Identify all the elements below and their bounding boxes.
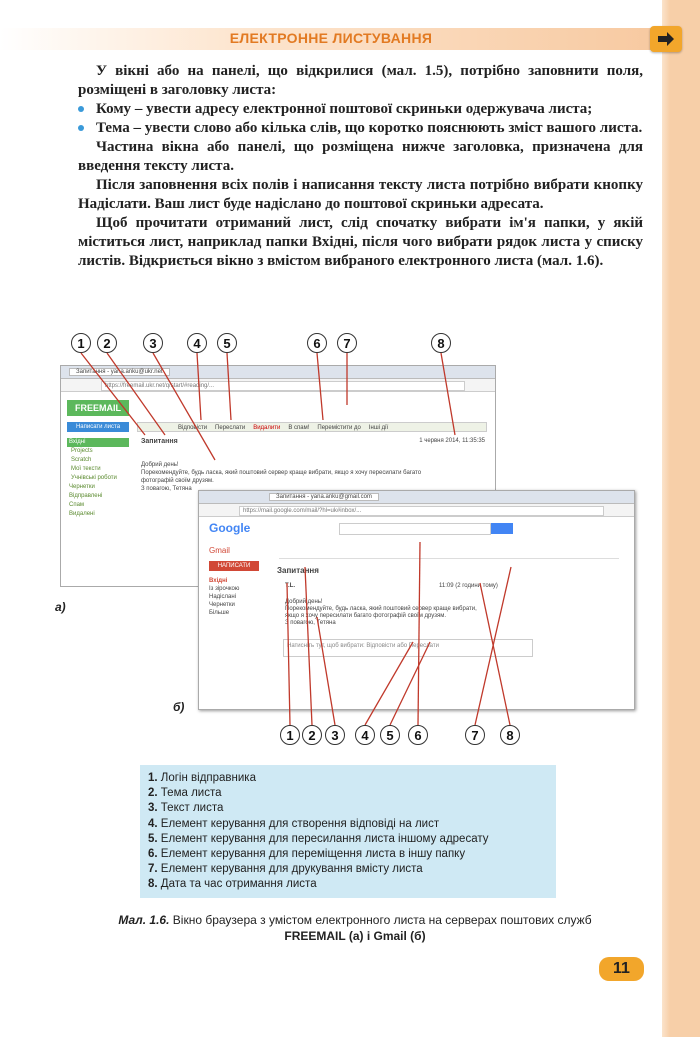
folder-item[interactable]: Вхідні [209,578,228,584]
figure-1-6 [55,325,645,745]
callout-bottom-2: 2 [302,725,322,745]
legend-item: 6. Елемент керування для переміщення листа в іншу папку [148,848,466,861]
legend-item: 7. Елемент керування для друкування вмісту листа [148,863,423,876]
callout-leader-lines [55,325,645,745]
gmail-compose-button[interactable]: НАПИСАТИ [209,561,259,571]
page-side-band [662,0,700,1037]
legend-item: 1. Логін відправника [148,772,256,784]
legend-item: 2. Тема листа [148,787,222,800]
page-number: 11 [599,957,644,981]
gmail-time: 11:09 (2 години тому) [439,583,498,589]
folder-item[interactable]: Учнівські роботи [71,475,117,481]
forward-button[interactable]: Переслати [215,425,246,431]
callout-bottom-4: 4 [355,725,375,745]
caption-line2: FREEMAIL (а) і Gmail (б) [284,929,426,943]
callout-top-8: 8 [431,333,451,353]
paragraph-3: Після заповнення всіх полів і написання тексту листа потрібно вибрати кнопку Надіслати. Ваш лист буде надіслано до поштової скриньки адресата. [78,177,643,212]
paragraph-2: Частина вікна або панелі, що розміщена нижче заголовка, призначена для введення тексту листа. [78,139,643,174]
paragraph-4: Щоб прочитати отриманий лист, слід спочатку вибрати ім'я папки, у якій міститься лист, наприклад папки Вхідні, після чого вибрати рядок листа у списку листів. Відкриється вікно з вмістом вибраного електронного листа (мал. 1.6). [78,215,643,269]
freemail-date: 1 червня 2014, 11:35:35 [419,438,485,444]
gmail-sender: T.L. [285,583,295,589]
body-line: З повагою, Тетяна [141,486,192,492]
callout-top-4: 4 [187,333,207,353]
callout-bottom-6: 6 [408,725,428,745]
body-text [78,62,643,271]
arrow-right-icon [657,32,675,46]
figure-caption [60,912,650,944]
caption-line1: Вікно браузера з умістом електронного листа на серверах поштових служб [169,913,592,927]
legend-item: 3. Текст листа [148,802,224,815]
gmail-tab[interactable]: Запитання - yana.anku@gmail.com [269,493,379,501]
callout-top-1: 1 [71,333,91,353]
figure-legend [140,765,556,898]
freemail-tab[interactable]: Запитання - yana.anku@ukr.net [69,368,170,376]
folder-item[interactable]: Вхідні [67,438,129,447]
callout-top-7: 7 [337,333,357,353]
folder-item[interactable]: Із зірочкою [209,586,240,592]
label-a: а) [55,600,66,614]
callout-bottom-8: 8 [500,725,520,745]
folder-item[interactable]: Чернетки [209,602,235,608]
label-b: б) [173,700,185,714]
folder-item[interactable]: Надіслані [209,594,236,600]
callout-bottom-1: 1 [280,725,300,745]
legend-item: 8. Дата та час отримання листа [148,878,317,891]
body-line: Порекомендуйте, будь ласка, який поштовий сервер краще вибрати, якщо я хочу пересилати багато фотографій своїм друзям. [285,606,477,619]
next-page-button[interactable] [650,26,682,52]
caption-label: Мал. 1.6. [118,913,170,927]
folder-item[interactable]: Відправлені [69,493,103,499]
callout-top-5: 5 [217,333,237,353]
folder-item[interactable]: Видалені [69,511,95,517]
callout-bottom-5: 5 [380,725,400,745]
gmail-reply-box[interactable]: Натисніть тут, щоб вибрати: Відповісти або Переслати [283,639,533,657]
body-line: Добрий день! [285,599,323,605]
freemail-compose-button[interactable]: Написати листа [67,422,129,432]
callout-top-3: 3 [143,333,163,353]
reply-button[interactable]: Відповісти [178,425,208,431]
folder-item[interactable]: Мої тексти [71,466,101,472]
folder-item[interactable]: Спам [69,502,85,508]
legend-item: 5. Елемент керування для пересилання листа іншому адресату [148,832,489,845]
callout-top-2: 2 [97,333,117,353]
gmail-label[interactable]: Gmail [209,546,230,555]
move-to-button[interactable]: Перемістити до [317,425,361,431]
gmail-subject: Запитання [277,566,319,575]
gmail-url[interactable]: https://mail.google.com/mail/?hl=uk#inbox/... [239,506,604,516]
field-list [78,100,643,138]
body-line: Порекомендуйте, будь ласка, який поштовий сервер краще вибрати, якщо я хочу пересилати багато фотографій своїм друзям. [141,470,422,484]
body-line: З повагою, Тетяна [285,620,336,626]
folder-item[interactable]: Чернетки [69,484,95,490]
body-line: Добрий день! [141,462,179,468]
paragraph-1: У вікні або на панелі, що відкрилися (мал. 1.5), потрібно заповнити поля, розміщені в заголовку листа: [78,63,643,98]
freemail-url[interactable]: https://freemail.ukr.net/q/start/#reading/... [101,381,465,391]
legend-item: 4. Елемент керування для створення відповіді на лист [148,817,440,830]
page-header-title: ЕЛЕКТРОННЕ ЛИСТУВАННЯ [229,30,433,46]
bullet-tema: Тема – увести слово або кілька слів, що коротко пояснюють зміст вашого листа. [78,119,643,138]
freemail-logo: FREEMAIL [67,400,129,416]
callout-bottom-3: 3 [325,725,345,745]
bullet-komu: Кому – увести адресу електронної поштової скриньки одержувача листа; [78,100,643,119]
google-logo: Google [209,521,251,535]
folder-item[interactable]: Projects [71,448,93,454]
folder-item[interactable]: Scratch [71,457,92,463]
more-actions-button[interactable]: Інші дії [368,425,389,431]
folder-item[interactable]: Більше [209,610,230,616]
callout-top-6: 6 [307,333,327,353]
delete-button[interactable]: Видалити [253,425,281,431]
freemail-subject: Запитання [141,438,178,445]
callout-bottom-7: 7 [465,725,485,745]
spam-button[interactable]: В спам! [288,425,310,431]
